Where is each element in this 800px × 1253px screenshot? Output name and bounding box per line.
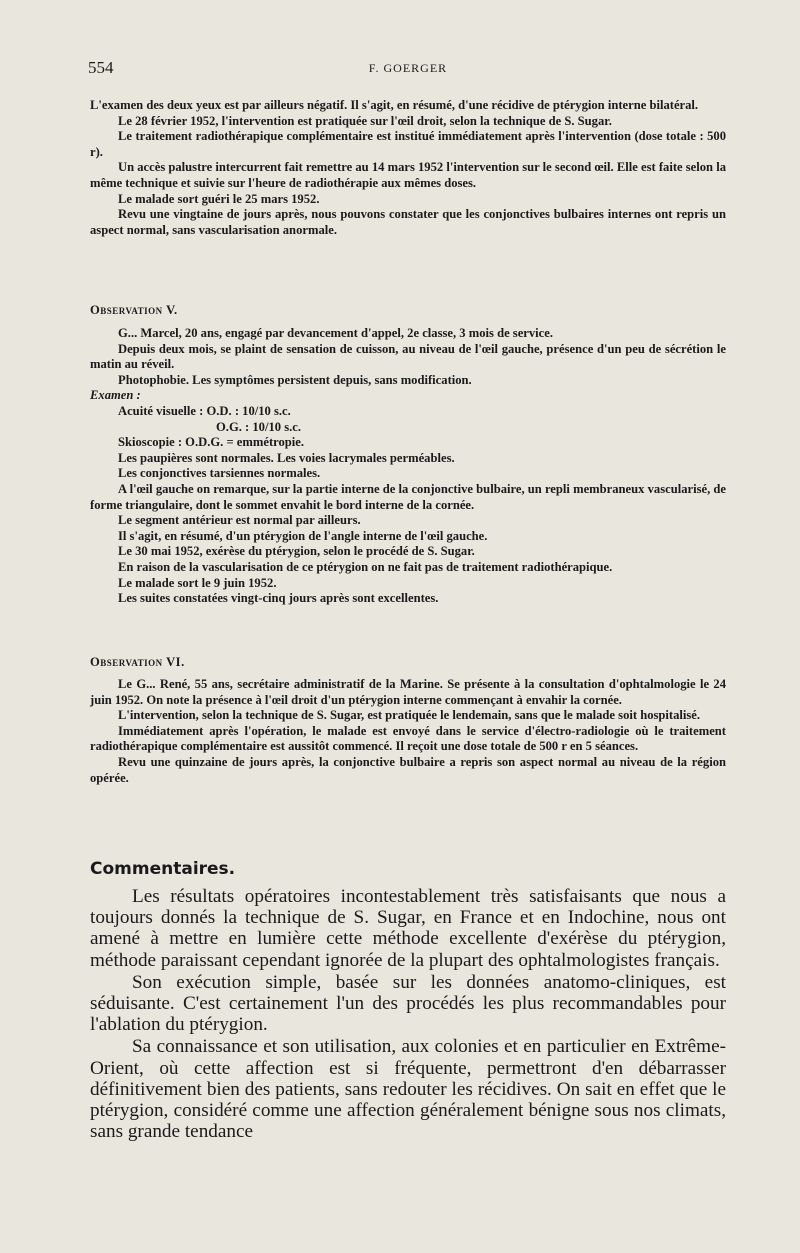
paragraph: En raison de la vascularisation de ce ptérygion on ne fait pas de traitement radiothérapique. [118,559,613,574]
paragraph: Revu une vingtaine de jours après, nous pouvons constater que les conjonctives bulbaires internes ont repris un aspect normal, sans vascularisation anormale. [90,207,726,237]
paragraph: G... Marcel, 20 ans, engagé par devancement d'appel, 2e classe, 3 mois de service. [118,326,554,340]
page-header [88,58,728,80]
observation-vi-title: Observation VI. [90,655,185,669]
paragraph: Depuis deux mois, se plaint de sensation de cuisson, au niveau de l'œil gauche, présence d'un peu de sécrétion le matin au réveil. [90,341,726,372]
paragraph: Sa connaissance et son utilisation, aux colonies et en particulier en Extrême-Orient, où cette affection est si fréquente, permettront d'en débarrasser définitivement bien des patients, sans redouter les récidives. On sait en effet que le ptérygion, considéré comme une affection généralement bénigne sous nos climats, sans grande tendance [90,1036,726,1143]
paragraph: Le G... René, 55 ans, secrétaire administratif de la Marine. Se présente à la consultation d'ophtalmologie le 24 juin 1952. On note la présence à l'œil droit d'un ptérygion interne commençant à envahir la cornée. [90,677,726,707]
paragraph: Le malade sort le 9 juin 1952. [118,575,277,590]
observation-vi-body [90,677,726,786]
paragraph: Les paupières sont normales. Les voies lacrymales perméables. [118,450,455,465]
paragraph: Revu une quinzaine de jours après, la conjonctive bulbaire a repris son aspect normal au niveau de la région opérée. [90,754,726,785]
paragraph: A l'œil gauche on remarque, sur la partie interne de la conjonctive bulbaire, un repli membraneux vascularisé, de forme triangulaire, dont le sommet envahit le bord interne de la cornée. [90,481,726,512]
paragraph: L'examen des deux yeux est par ailleurs négatif. Il s'agit, en résumé, d'une récidive de ptérygion interne bilatéral. [90,98,699,112]
paragraph: Les suites constatées vingt-cinq jours après sont excellentes. [118,591,439,606]
acuity-line: Acuité visuelle : O.D. : 10/10 s.c. [118,403,291,418]
paragraph: Son exécution simple, basée sur les données anatomo-cliniques, est séduisante. C'est certainement l'un des procédés les plus recommandables pour l'ablation du ptérygion. [90,971,726,1036]
observation-v-title: Observation V. [90,303,178,317]
paragraph: Le 30 mai 1952, exérèse du ptérygion, selon le procédé de S. Sugar. [118,544,475,559]
section-title-commentaires: Commentaires. [90,859,236,879]
paragraph: Un accès palustre intercurrent fait remettre au 14 mars 1952 l'intervention sur le second œil. Elle est faite selon la même technique et suivie sur l'heure de radiothérapie aux mêmes doses. [90,160,726,190]
paragraph: Photophobie. Les symptômes persistent depuis, sans modification. [118,372,472,387]
paragraph: Immédiatement après l'opération, le malade est envoyé dans le service d'électro-radiologie où le traitement radiothérapique complémentaire est aussitôt commencé. Il reçoit une dose totale de 500 r en 5 séances. [90,723,726,754]
commentaires-body [90,886,726,1142]
observation-iv-continuation [90,98,726,238]
examen-label: Examen : [90,388,141,403]
paragraph: Les résultats opératoires incontestablement très satisfaisants que nous a toujours donnés la technique de S. Sugar, en France et en Indochine, nous ont amené à mettre en lumière cette méthode excellente d'exérèse du ptérygion, méthode paraissant cependant ignorée de la plupart des ophtalmologistes français. [90,886,726,971]
paragraph: Les conjonctives tarsiennes normales. [118,466,321,481]
observation-v-body [90,326,726,607]
page-number: 554 [88,58,114,77]
paragraph: Il s'agit, en résumé, d'un ptérygion de l'angle interne de l'œil gauche. [118,528,488,543]
paragraph: Le segment antérieur est normal par ailleurs. [118,513,361,528]
paragraph: L'intervention, selon la technique de S. Sugar, est pratiquée le lendemain, sans que le malade soit hospitalisé. [118,708,701,723]
paragraph: Skioscopie : O.D.G. = emmétropie. [118,435,305,450]
paragraph: Le malade sort guéri le 25 mars 1952. [118,191,320,206]
running-head: F. GOERGER [368,61,448,75]
paragraph: Le 28 février 1952, l'intervention est pratiquée sur l'œil droit, selon la technique de S. Sugar. [118,113,612,128]
acuity-line: O.G. : 10/10 s.c. [216,419,302,434]
paragraph: Le traitement radiothérapique complémentaire est institué immédiatement après l'intervention (dose totale : 500 r). [90,129,726,159]
